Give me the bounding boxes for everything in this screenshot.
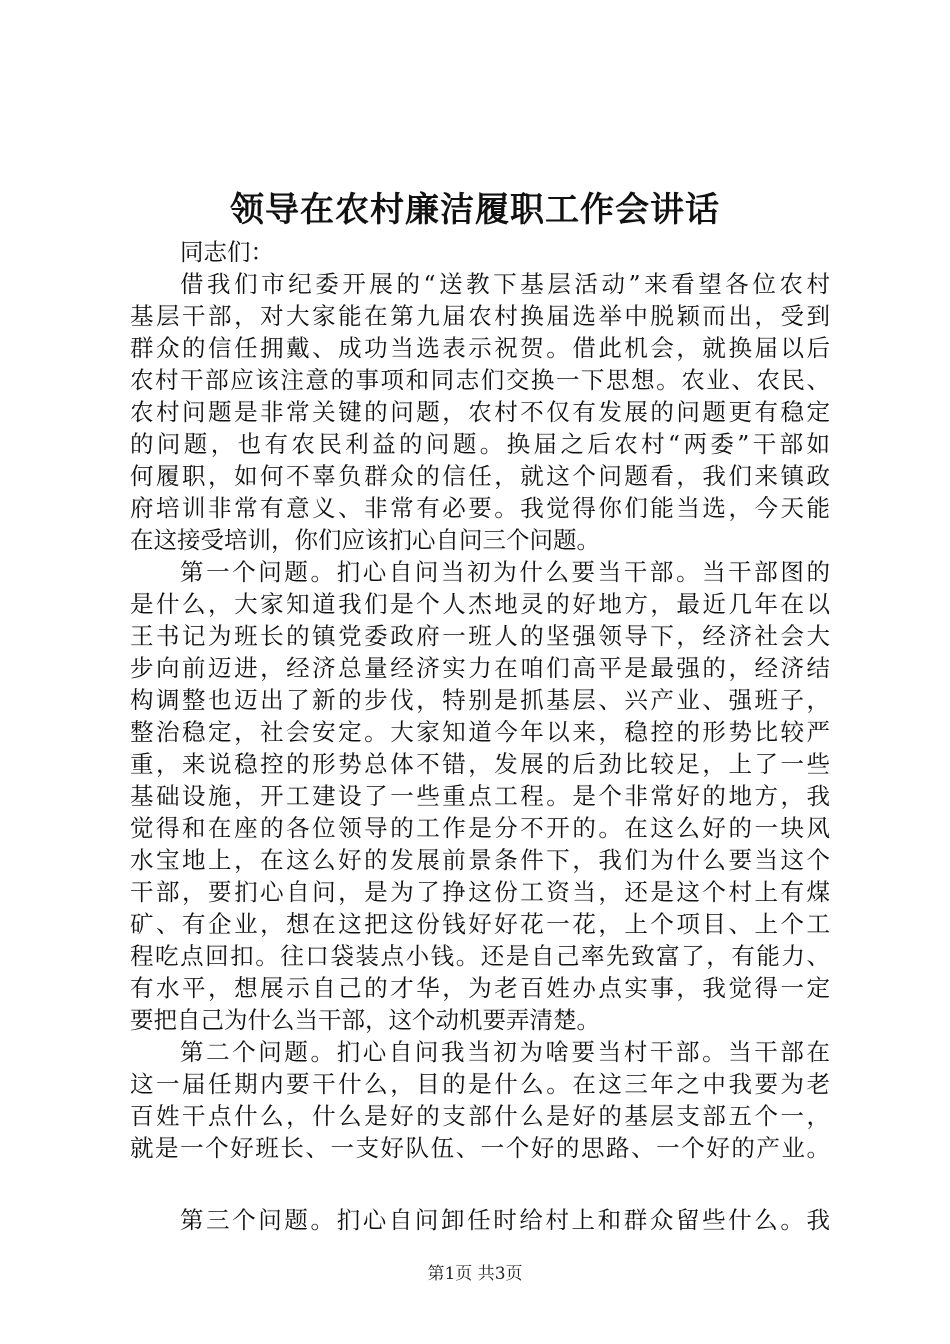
text-line: 农村问题是非常关键的问题，农村不仅有发展的问题更有稳定: [130, 398, 830, 426]
text-line: 就是一个好班长、一支好队伍、一个好的思路、一个好的产业。: [130, 1134, 830, 1162]
page-footer: 第1页 共3页: [427, 1264, 523, 1284]
text-line: 府培训非常有意义、非常有必要。我觉得你们能当选，今天能: [130, 494, 830, 522]
text-line: 水宝地上，在这么好的发展前景条件下，我们为什么要当这个: [130, 846, 830, 874]
text-line: 程吃点回扣。往口袋装点小钱。还是自己率先致富了，有能力、: [130, 942, 830, 970]
text-line: 的问题，也有农民利益的问题。换届之后农村“两委”干部如: [130, 430, 830, 458]
text-line: 第一个问题。扪心自问当初为什么要当干部。当干部图的: [180, 558, 830, 586]
text-line: 借我们市纪委开展的“送教下基层活动”来看望各位农村: [180, 270, 830, 298]
text-line: 在这接受培训，你们应该扪心自问三个问题。: [130, 526, 600, 554]
document-body: [130, 236, 830, 1236]
document-title: 领导在农村廉洁履职工作会讲话: [230, 190, 720, 230]
text-line: 是什么，大家知道我们是个人杰地灵的好地方，最近几年在以: [130, 590, 830, 618]
text-line: 第三个问题。扪心自问卸任时给村上和群众留些什么。我: [180, 1206, 830, 1234]
text-line: 王书记为班长的镇党委政府一班人的坚强领导下，经济社会大: [130, 622, 830, 650]
text-line: 有水平，想展示自己的才华，为老百姓办点实事，我觉得一定: [130, 974, 830, 1002]
text-line: 基础设施，开工建设了一些重点工程。是个非常好的地方，我: [130, 782, 830, 810]
text-line: 步向前迈进，经济总量经济实力在咱们高平是最强的，经济结: [130, 654, 830, 682]
text-line: 干部，要扪心自问，是为了挣这份工资当，还是这个村上有煤: [130, 878, 830, 906]
text-line: 重，来说稳控的形势总体不错，发展的后劲比较足，上了一些: [130, 750, 830, 778]
paragraph-gap: [130, 1164, 830, 1204]
text-line: 觉得和在座的各位领导的工作是分不开的。在这么好的一块风: [130, 814, 830, 842]
text-line: 何履职，如何不辜负群众的信任，就这个问题看，我们来镇政: [130, 462, 830, 490]
text-line: 第二个问题。扪心自问我当初为啥要当村干部。当干部在: [180, 1038, 830, 1066]
text-line: 群众的信任拥戴、成功当选表示祝贺。借此机会，就换届以后: [130, 334, 830, 362]
text-line: 同志们：: [180, 238, 274, 266]
text-line: 百姓干点什么，什么是好的支部什么是好的基层支部五个一，: [130, 1102, 830, 1130]
text-line: 要把自己为什么当干部，这个动机要弄清楚。: [130, 1006, 600, 1034]
text-line: 这一届任期内要干什么，目的是什么。在这三年之中我要为老: [130, 1070, 830, 1098]
text-line: 构调整也迈出了新的步伐，特别是抓基层、兴产业、强班子，: [130, 686, 830, 714]
text-line: 农村干部应该注意的事项和同志们交换一下思想。农业、农民、: [130, 366, 830, 394]
text-line: 整治稳定，社会安定。大家知道今年以来，稳控的形势比较严: [130, 718, 830, 746]
text-line: 基层干部，对大家能在第九届农村换届选举中脱颖而出，受到: [130, 302, 830, 330]
text-line: 矿、有企业，想在这把这份钱好好花一花，上个项目、上个工: [130, 910, 830, 938]
